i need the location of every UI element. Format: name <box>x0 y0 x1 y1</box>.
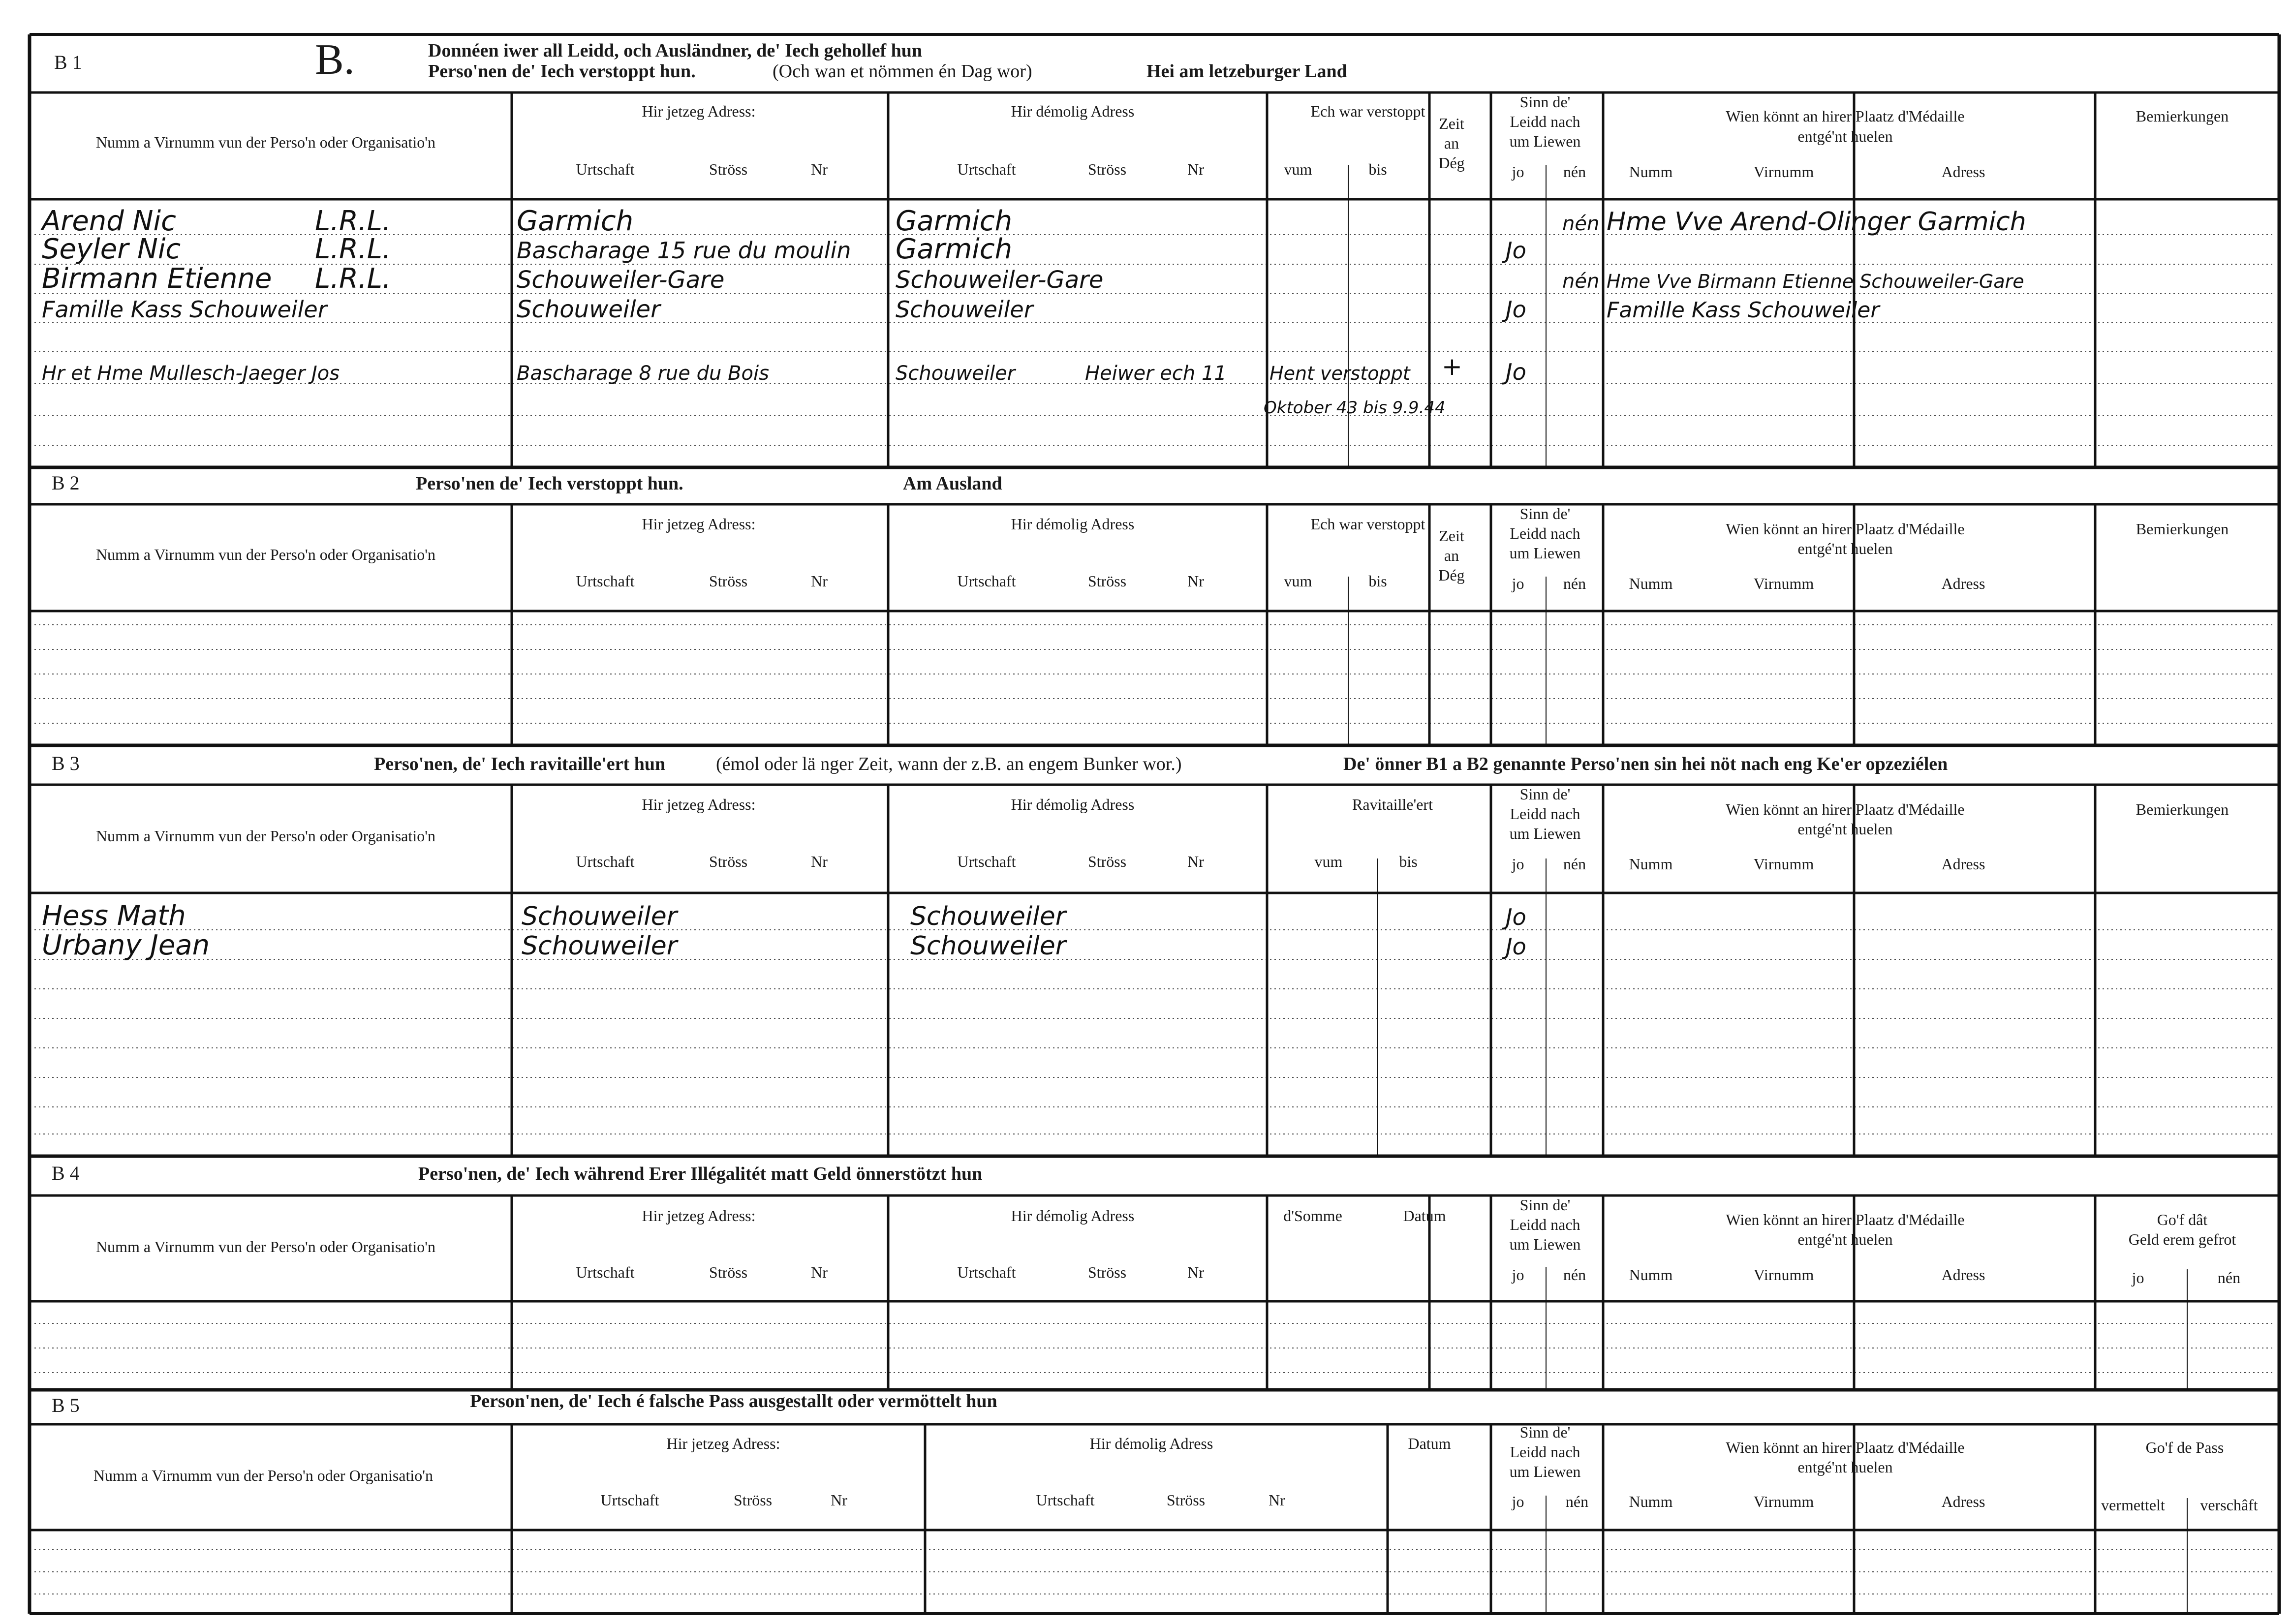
hidden-period-header: Ech war verstoppt <box>1310 515 1425 533</box>
alive-header-3: um Liewen <box>1509 544 1581 562</box>
current-address-header: Hir jetzeg Adress: <box>642 796 756 813</box>
alive-no-header: nén <box>1565 1493 1589 1510</box>
entry-alive-no: nén <box>1562 270 1600 293</box>
current-address-header: Hir jetzeg Adress: <box>642 102 756 120</box>
section-b1-code: B 1 <box>54 51 82 73</box>
former-address-header: Hir démolig Adress <box>1011 102 1135 120</box>
days-header-1: Zeit <box>1439 115 1464 132</box>
former-nr-header: Nr <box>1187 1263 1204 1281</box>
section-b4-code: B 4 <box>52 1162 80 1184</box>
section-b5-title: Person'nen, de' Iech é falsche Pass ausgestallt oder vermöttelt hun <box>470 1391 997 1411</box>
former-nr-header: Nr <box>1269 1491 1285 1509</box>
former-address-header: Hir démolig Adress <box>1011 515 1135 533</box>
entry-former-address: Schouweiler <box>910 902 1066 931</box>
alive-yes-header: jo <box>1512 855 1524 873</box>
medal-lastname-header: Numm <box>1629 1266 1673 1284</box>
medal-header-1: Wien könnt an hirer Plaatz d'Médaille <box>1726 800 1965 818</box>
entry-name: Hr et Hme Mullesch-Jaeger Jos <box>42 362 340 385</box>
date-header: Datum <box>1408 1435 1451 1452</box>
section-b1-title-note: (Och wan et nömmen én Dag wor) <box>773 61 1032 82</box>
pass-arranged-header: vermettelt <box>2101 1496 2165 1514</box>
former-town-header: Urtschaft <box>957 160 1016 178</box>
entry-name: Seyler Nic <box>42 233 181 265</box>
former-street-header: Ströss <box>1166 1491 1206 1509</box>
entry-medal-recipient: Famille Kass Schouweiler <box>1607 298 1880 323</box>
alive-yes-header: jo <box>1512 1266 1524 1284</box>
entry-name: Arend Nic <box>42 205 176 237</box>
name-column-header: Numm a Virnumm vun der Perso'n oder Organisatio'n <box>95 546 436 563</box>
entry-alive-yes: Jo <box>1506 904 1526 930</box>
alive-yes-header: jo <box>1512 163 1524 181</box>
current-town-header: Urtschaft <box>576 160 635 178</box>
alive-header-1: Sinn de' <box>1519 1196 1571 1214</box>
alive-yes-header: jo <box>1512 575 1524 592</box>
money-returned-header-2: Geld erem gefrot <box>2128 1230 2236 1248</box>
section-b2-title: Perso'nen de' Iech verstoppt hun. <box>416 473 683 494</box>
current-town-header: Urtschaft <box>576 1263 635 1281</box>
former-town-header: Urtschaft <box>1036 1491 1095 1509</box>
entry-former-address: Schouweiler-Gare <box>896 266 1104 294</box>
pass-header: Go'f de Pass <box>2145 1439 2224 1456</box>
alive-no-header: nén <box>1563 1266 1586 1284</box>
entry-current-address: Bascharage 15 rue du moulin <box>517 237 851 264</box>
former-address-header: Hir démolig Adress <box>1011 796 1135 813</box>
current-nr-header: Nr <box>811 160 828 178</box>
medal-address-header: Adress <box>1941 1493 1985 1510</box>
alive-header-2: Leidd nach <box>1510 1216 1580 1233</box>
medal-address-header: Adress <box>1941 575 1985 592</box>
former-street-header: Ströss <box>1087 1263 1127 1281</box>
current-address-header: Hir jetzeg Adress: <box>666 1435 780 1452</box>
former-street-header: Ströss <box>1087 160 1127 178</box>
current-town-header: Urtschaft <box>576 572 635 590</box>
entry-former-address-extra: Heiwer ech 11 <box>1085 362 1227 385</box>
medal-header-1: Wien könnt an hirer Plaatz d'Médaille <box>1726 1211 1965 1228</box>
section-b2-title-place: Am Ausland <box>903 473 1002 494</box>
days-header-2: an <box>1444 547 1459 564</box>
current-nr-header: Nr <box>811 853 828 870</box>
section-b1-title-line2: Perso'nen de' Iech verstoppt hun. <box>428 61 696 82</box>
entry-former-address: Garmich <box>896 205 1013 237</box>
entry-days: + <box>1442 352 1462 381</box>
alive-no-header: nén <box>1563 855 1586 873</box>
medal-firstname-header: Virnumm <box>1753 575 1814 592</box>
entry-organisation: L.R.L. <box>315 205 391 237</box>
hidden-period-header: Ech war verstoppt <box>1310 102 1425 120</box>
alive-header-1: Sinn de' <box>1519 785 1571 803</box>
remarks-header: Bemierkungen <box>2136 520 2229 538</box>
alive-header-3: um Liewen <box>1509 1463 1581 1480</box>
supplied-header: Ravitaille'ert <box>1352 796 1433 813</box>
entry-name: Famille Kass Schouweiler <box>42 296 327 323</box>
entry-name: Birmann Etienne <box>42 263 272 295</box>
former-street-header: Ströss <box>1087 853 1127 870</box>
entry-hidden-note: Hent verstoppt <box>1269 363 1410 384</box>
entry-current-address: Schouweiler-Gare <box>517 266 725 294</box>
entry-former-address: Schouweiler <box>896 296 1033 323</box>
current-street-header: Ströss <box>709 572 748 590</box>
former-street-header: Ströss <box>1087 572 1127 590</box>
supplied-to-header: bis <box>1399 853 1418 870</box>
alive-no-header: nén <box>1563 575 1586 592</box>
medal-lastname-header: Numm <box>1629 855 1673 873</box>
former-address-header: Hir démolig Adress <box>1089 1435 1213 1452</box>
name-column-header: Numm a Virnumm vun der Perso'n oder Organisatio'n <box>95 827 436 845</box>
former-town-header: Urtschaft <box>957 1263 1016 1281</box>
current-street-header: Ströss <box>733 1491 773 1509</box>
pass-procured-header: verschâft <box>2200 1496 2258 1514</box>
entry-current-address: Garmich <box>517 205 634 237</box>
days-header-2: an <box>1444 134 1459 152</box>
entry-alive-yes: Jo <box>1506 359 1526 385</box>
remarks-header: Bemierkungen <box>2136 800 2229 818</box>
former-town-header: Urtschaft <box>957 572 1016 590</box>
section-b1-title-place: Hei am letzeburger Land <box>1146 61 1347 82</box>
alive-header-1: Sinn de' <box>1519 1423 1571 1441</box>
current-street-header: Ströss <box>709 1263 748 1281</box>
entry-medal-recipient: Hme Vve Birmann Etienne Schouweiler-Gare <box>1607 271 2024 292</box>
entry-former-address: Garmich <box>896 233 1013 265</box>
hidden-from-header: vum <box>1284 572 1312 590</box>
days-header-1: Zeit <box>1439 527 1464 545</box>
entry-hidden-period: Oktober 43 bis 9.9.44 <box>1264 398 1446 418</box>
name-column-header: Numm a Virnumm vun der Perso'n oder Organisatio'n <box>95 133 436 151</box>
entry-former-address: Schouweiler <box>910 931 1066 961</box>
entry-current-address: Schouweiler <box>522 931 678 961</box>
entry-organisation: L.R.L. <box>315 263 391 295</box>
section-b3-title: Perso'nen, de' Iech ravitaille'ert hun <box>374 754 666 774</box>
entry-current-address: Schouweiler <box>517 296 660 323</box>
alive-header-3: um Liewen <box>1509 1235 1581 1253</box>
supplied-from-header: vum <box>1314 853 1343 870</box>
form-letter: B. <box>315 36 355 84</box>
current-nr-header: Nr <box>811 1263 828 1281</box>
medal-header-2: entgé'nt huelen <box>1797 127 1893 145</box>
entry-name: Urbany Jean <box>42 929 210 961</box>
hidden-to-header: bis <box>1368 160 1387 178</box>
hidden-from-header: vum <box>1284 160 1312 178</box>
former-town-header: Urtschaft <box>957 853 1016 870</box>
medal-header-2: entgé'nt huelen <box>1797 820 1893 838</box>
days-header-3: Dég <box>1438 154 1465 172</box>
medal-header-1: Wien könnt an hirer Plaatz d'Médaille <box>1726 107 1965 125</box>
entry-alive-yes: Jo <box>1506 296 1526 323</box>
money-returned-no-header: nén <box>2217 1269 2241 1287</box>
alive-header-3: um Liewen <box>1509 825 1581 842</box>
name-column-header: Numm a Virnumm vun der Perso'n oder Organisatio'n <box>95 1238 436 1256</box>
current-street-header: Ströss <box>709 853 748 870</box>
medal-address-header: Adress <box>1941 855 1985 873</box>
alive-header-1: Sinn de' <box>1519 505 1571 522</box>
alive-no-header: nén <box>1563 163 1586 181</box>
entry-name: Hess Math <box>42 900 186 932</box>
entry-current-address: Bascharage 8 rue du Bois <box>517 362 769 385</box>
current-address-header: Hir jetzeg Adress: <box>642 1207 756 1225</box>
alive-header-2: Leidd nach <box>1510 1443 1580 1461</box>
section-b1-title-line1: Donnéen iwer all Leidd, och Ausländner, de' Iech gehollef hun <box>428 40 922 61</box>
medal-header-2: entgé'nt huelen <box>1797 540 1893 557</box>
medal-lastname-header: Numm <box>1629 163 1673 181</box>
date-header: Datum <box>1403 1207 1446 1225</box>
section-b2-code: B 2 <box>52 472 80 494</box>
entry-alive-yes: Jo <box>1506 933 1526 960</box>
entry-organisation: L.R.L. <box>315 233 391 265</box>
remarks-header: Bemierkungen <box>2136 107 2229 125</box>
current-nr-header: Nr <box>811 572 828 590</box>
money-returned-header-1: Go'f dât <box>2157 1211 2208 1228</box>
medal-lastname-header: Numm <box>1629 575 1673 592</box>
former-nr-header: Nr <box>1187 160 1204 178</box>
entry-alive-no: nén <box>1562 213 1600 235</box>
section-b3-title-instruction: De' önner B1 a B2 genannte Perso'nen sin hei nöt nach eng Ke'er opzeziélen <box>1343 754 1948 774</box>
entry-current-address: Schouweiler <box>522 902 678 931</box>
section-b3-code: B 3 <box>52 752 80 774</box>
medal-firstname-header: Virnumm <box>1753 163 1814 181</box>
entry-medal-recipient: Hme Vve Arend-Olinger Garmich <box>1607 207 2026 237</box>
former-nr-header: Nr <box>1187 853 1204 870</box>
medal-header-1: Wien könnt an hirer Plaatz d'Médaille <box>1726 1439 1965 1456</box>
alive-yes-header: jo <box>1512 1493 1524 1510</box>
current-street-header: Ströss <box>709 160 748 178</box>
alive-header-2: Leidd nach <box>1510 805 1580 823</box>
entry-alive-yes: Jo <box>1506 237 1526 264</box>
alive-header-2: Leidd nach <box>1510 113 1580 130</box>
medal-address-header: Adress <box>1941 163 1985 181</box>
alive-header-3: um Liewen <box>1509 132 1581 150</box>
hidden-to-header: bis <box>1368 572 1387 590</box>
medal-header-1: Wien könnt an hirer Plaatz d'Médaille <box>1726 520 1965 538</box>
current-town-header: Urtschaft <box>600 1491 659 1509</box>
alive-header-1: Sinn de' <box>1519 93 1571 111</box>
medal-lastname-header: Numm <box>1629 1493 1673 1510</box>
medal-header-2: entgé'nt huelen <box>1797 1458 1893 1476</box>
amount-header: d'Somme <box>1283 1207 1342 1225</box>
entry-former-address: Schouweiler <box>896 362 1016 385</box>
current-town-header: Urtschaft <box>576 853 635 870</box>
name-column-header: Numm a Virnumm vun der Perso'n oder Organisatio'n <box>93 1467 433 1484</box>
current-nr-header: Nr <box>831 1491 847 1509</box>
medal-firstname-header: Virnumm <box>1753 855 1814 873</box>
current-address-header: Hir jetzeg Adress: <box>642 515 756 533</box>
section-b5-code: B 5 <box>52 1394 80 1416</box>
days-header-3: Dég <box>1438 566 1465 584</box>
medal-firstname-header: Virnumm <box>1753 1266 1814 1284</box>
money-returned-yes-header: jo <box>2132 1269 2144 1287</box>
medal-address-header: Adress <box>1941 1266 1985 1284</box>
former-address-header: Hir démolig Adress <box>1011 1207 1135 1225</box>
medal-header-2: entgé'nt huelen <box>1797 1230 1893 1248</box>
section-b3-title-note: (émol oder lä nger Zeit, wann der z.B. an engem Bunker wor.) <box>716 754 1182 774</box>
section-b4-title: Perso'nen, de' Iech während Erer Illégalitét matt Geld önnerstötzt hun <box>418 1164 983 1184</box>
alive-header-2: Leidd nach <box>1510 524 1580 542</box>
former-nr-header: Nr <box>1187 572 1204 590</box>
medal-firstname-header: Virnumm <box>1753 1493 1814 1510</box>
